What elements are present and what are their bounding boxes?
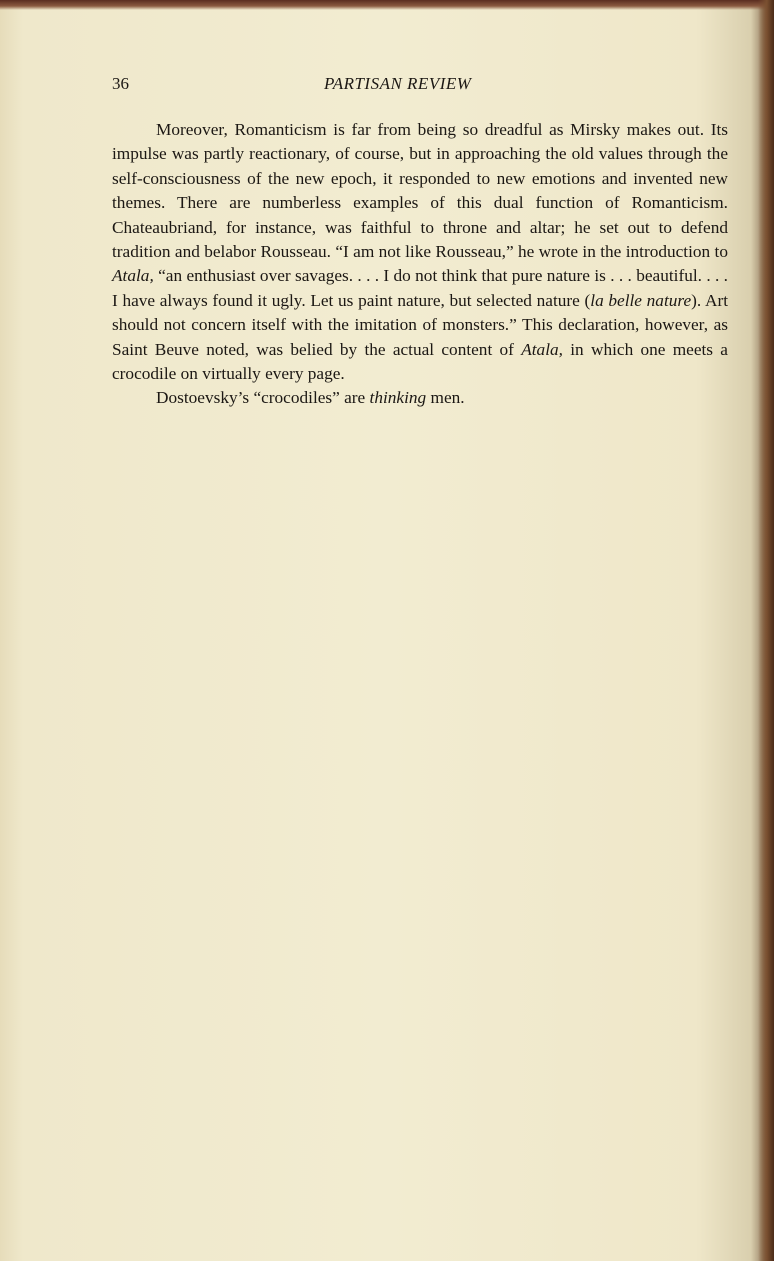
- text-segment: ). Art should not concern itself with the imitation of monsters.” This declaration, however, as Saint Beuve noted, was belied by the actual content of: [112, 290, 729, 359]
- page-header: [112, 74, 728, 98]
- page-top-edge: [0, 0, 774, 10]
- italic-title: Atala,: [521, 339, 563, 359]
- page-number: 36: [112, 74, 129, 93]
- running-head: PARTISAN REVIEW: [324, 74, 472, 93]
- body-text: [112, 118, 728, 411]
- text-segment: Dostoevsky’s “crocodiles” are: [156, 388, 370, 408]
- page-right-edge: [758, 0, 774, 1261]
- text-segment: in which one meets a crocodile on virtually every page.: [112, 339, 728, 384]
- italic-phrase: la belle nature: [590, 290, 692, 310]
- text-segment: men.: [426, 388, 465, 408]
- text-segment: “an enthusiast over savages. . . . I do not think that pure nature is . . . beautiful. . . . I have always found it ugly. Let us paint nature, but selected nature (: [112, 266, 728, 310]
- paragraph: [112, 386, 728, 410]
- italic-title: Atala,: [112, 266, 154, 286]
- italic-word: thinking: [369, 388, 427, 408]
- paragraph: [112, 118, 728, 386]
- text-segment: Moreover, Romanticism is far from being so dreadful as Mirsky makes out. Its impulse was partly reactionary, of course, but in approaching the old values through the self-consciousness of the new epoch, it responded to new emotions and invented new themes. There are numberless examples of this dual function of Romanticism. Chateaubriand, for instance, was faithful to throne and altar; he set out to defend tradition and belabor Rousseau. “I am not like Rousseau,” he wrote in the introduction to: [112, 120, 728, 262]
